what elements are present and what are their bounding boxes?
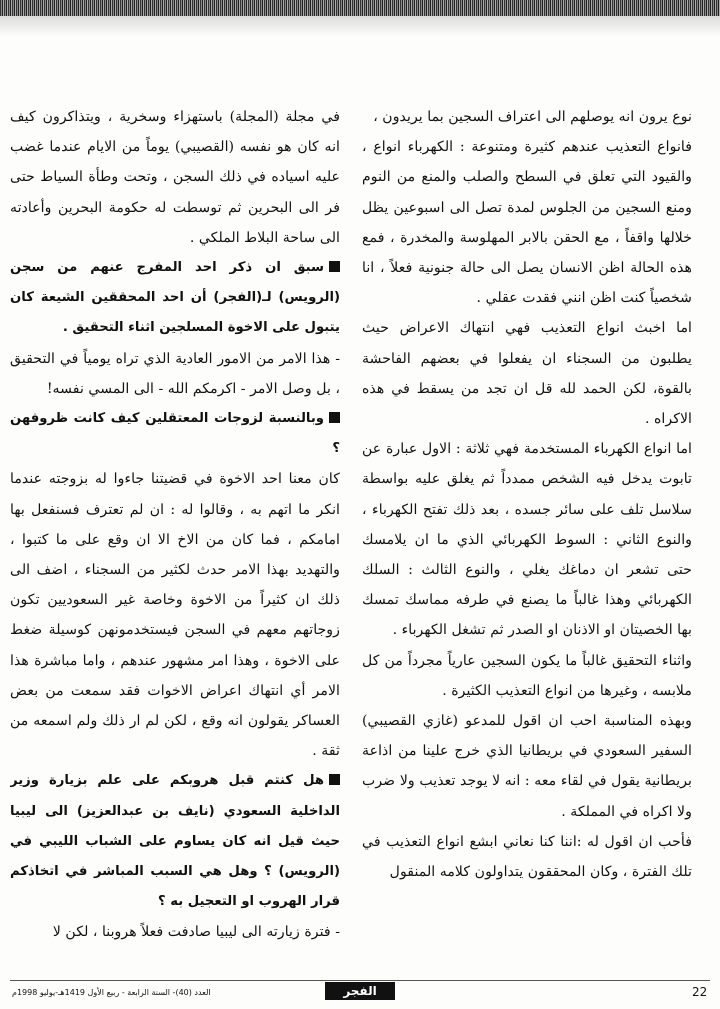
paragraph: نوع يرون انه يوصلهم الى اعتراف السجين بما يريدون ،	[373, 109, 692, 125]
page-number: 22	[692, 985, 708, 999]
right-column	[362, 102, 692, 972]
paragraph: فانواع التعذيب عندهم كثيرة ومتنوعة : الكهرباء انواع ، والقيود التي تعلق في السطح والصلب والمنع من النوم ومنع السجين من الجلوس لمدة تصل الى اسبوعين يظل خلالها واقفاً ، مع الحقن بالابر المهلوسة والمخدرة ، فمع هذه الحالة اظن الانسان يصل الى حالة جنونية فعلاً ، انا شخصياً كنت اظن انني فقدت عقلي .	[362, 139, 692, 307]
paragraph: كان معنا احد الاخوة في قضيتنا جاءوا له بزوجته عندما انكر ما اتهم به ، وقالوا له : ان لم تعترف فسنفعل بها امامكم ، فما كان من الاخ الا ان وقع على ما كتبوا ، والتهديد بهذا الامر حدث لكثير من السجناء ، اضف الى ذلك ان كثيراً من الاخوة وخاصة غير السعوديين تكون زوجاتهم معهم في السجن فيستخدمونهن كوسيلة ضغط على الاخوة ، وهذا امر مشهور عندهم ، واما مباشرة هذا الامر أي انتهاك اعراض الاخوات فقد سمعت من بعض العساكر يقولون انه وقع ، لكن لم ار ذلك ولم اسمعه من ثقة .	[10, 471, 340, 760]
paragraph: اما انواع الكهرباء المستخدمة فهي ثلاثة : الاول عبارة عن تابوت يدخل فيه الشخص ممدداً ثم يغلق عليه بواسطة سلاسل تلف على سائر جسده ، بعد ذلك تفتح الكهرباء ، والنوع الثاني : السوط الكهربائي الذي ما ان يلامسك حتى تشعر ان دماغك يغلي ، والنوع الثالث : السلك الكهربائي وهذا غالباً ما يصنع في طرفه مماسك تمسك بها الخصيتان او الاذنان او الصدر ثم تشغل الكهرباء .	[362, 441, 692, 639]
question	[10, 253, 340, 344]
paragraph: - فترة زيارته الى ليبيا صادفت فعلاً هروبنا ، لكن لا	[52, 924, 340, 941]
issue-line: العدد (40)- السنة الرابعة - ربيع الأول 1419هـ-يوليو 1998م	[12, 988, 211, 997]
paragraph: في مجلة (المجلة) باستهزاء وسخرية ، ويتذاكرون كيف انه كان هو نفسه (القصيبي) يوماً من الايام عندما غضب عليه اسياده في ذلك السجن ، وتحت وطأة السياط حتى فر الى البحرين ثم توسطت له حكومة البحرين وأعادته الى ساحة البلاط الملكي .	[10, 109, 340, 246]
question	[10, 404, 340, 464]
magazine-logo: الفجر	[325, 982, 395, 1000]
question-text: وبالنسبة لزوجات المعتقلين كيف كانت ظروفهن ؟	[10, 411, 340, 457]
top-scan-band	[0, 0, 720, 16]
question	[10, 766, 340, 917]
footer-rule	[10, 980, 710, 981]
paragraph: فأحب ان اقول له :اننا كنا نعاني ابشع انواع التعذيب في تلك الفترة ، وكان المحققون يتداولون كلامه المنقول	[362, 833, 692, 881]
top-scan-shade	[0, 16, 720, 36]
question-text: سبق ان ذكر احد المفرج عنهم من سجن (الرويس) لـ(الفجر) أن احد المحققين الشيعة كان يتبول على الاخوة المسلجين اثناء التحقيق .	[10, 260, 340, 336]
square-bullet-icon	[329, 412, 340, 423]
paragraph: اما اخبث انواع التعذيب فهي انتهاك الاعراض حيث يطلبون من السجناء ان يفعلوا في بعضهم الفاحشة بالقوة، لكن الحمد لله قل ان تجد من يسقط في هذه الاكراه .	[362, 320, 692, 428]
square-bullet-icon	[329, 261, 340, 272]
paragraph: واثناء التحقيق غالباً ما يكون السجين عارياً مجرداً من كل ملابسه ، وغيرها من انواع التعذيب الكثيرة .	[362, 652, 692, 699]
question-text: هل كنتم قبل هروبكم على علم بزيارة وزير الداخلية السعودي (نايف بن عبدالعزيز) الى ليبيا حيث قيل انه كان يساوم على الشباب الليبي في (الرويس) ؟ وهل هي السبب المباشر في اتخاذكم قرار الهروب او التعجيل به ؟	[10, 773, 340, 910]
left-column	[10, 102, 340, 972]
paragraph: - هذا الامر من الامور العادية الذي تراه يومياً في التحقيق ، بل وصل الامر - اكرمكم الله - الى المسي نفسه!	[10, 350, 340, 397]
paragraph: وبهذه المناسبة احب ان اقول للمدعو (غازي القصيبي) السفير السعودي في بريطانيا الذي خرج علينا من اذاعة بريطانية يقول في لقاء معه : انه لا يوجد تعذيب ولا ضرب ولا اكراه في المملكة .	[362, 713, 692, 820]
square-bullet-icon	[329, 774, 340, 785]
